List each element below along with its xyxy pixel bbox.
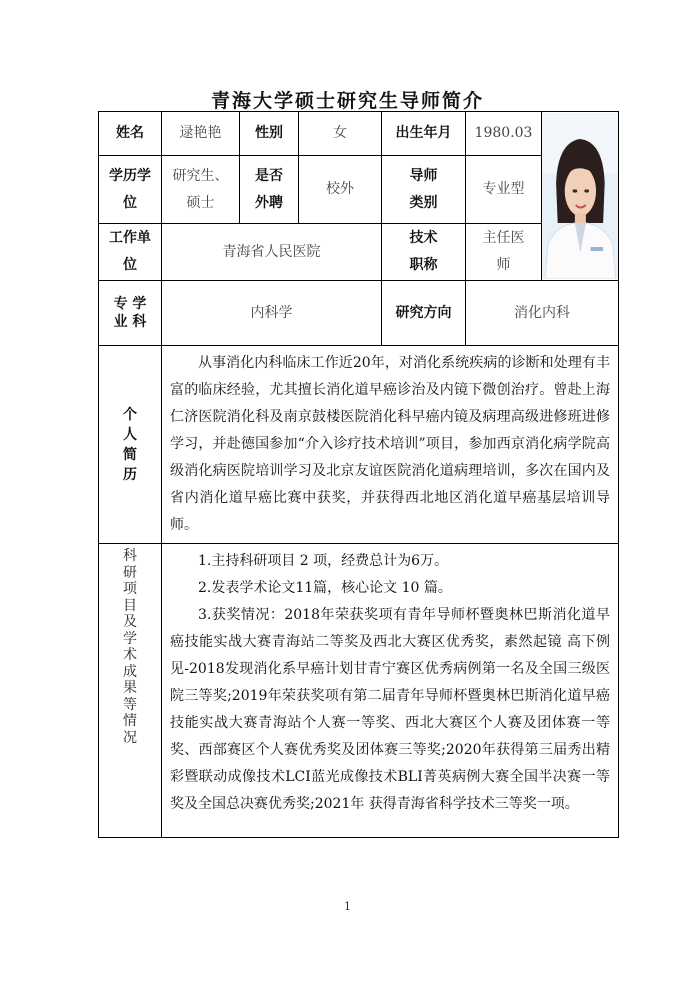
title-value-line-1: 主任医 bbox=[482, 230, 525, 246]
title-label-line-1: 技术 bbox=[409, 230, 438, 246]
research-label-char: 学 bbox=[123, 630, 137, 647]
profile-label bbox=[99, 346, 162, 544]
portrait-photo-cell bbox=[542, 112, 619, 281]
research-item-1: 1.主持科研项目 2 项，经费总计为6万。 bbox=[198, 553, 449, 569]
gender-label: 性别 bbox=[240, 112, 299, 156]
workplace-value: 青海省人民医院 bbox=[162, 224, 382, 281]
workplace-label-line-1: 工作单 bbox=[109, 230, 151, 246]
research-label-char: 况 bbox=[123, 729, 137, 746]
title-value bbox=[466, 224, 542, 281]
research-item-2: 2.发表学术论文11篇，核心论文 10 篇。 bbox=[198, 580, 452, 596]
research-label-char: 科 bbox=[123, 548, 137, 564]
profile-label-char: 简 bbox=[123, 446, 137, 463]
profile-label-char: 人 bbox=[123, 426, 137, 443]
page-title: 青海大学硕士研究生导师简介 bbox=[210, 90, 484, 112]
external-label-line-1: 是否 bbox=[255, 167, 283, 184]
supervisor-type-label-line-1: 导师 bbox=[409, 167, 438, 184]
degree-label-line-1: 学历学 bbox=[109, 167, 151, 184]
name-label: 姓名 bbox=[99, 112, 162, 156]
research-label-char: 情 bbox=[123, 713, 137, 729]
research-results-cell bbox=[162, 544, 619, 838]
birth-value: 1980.03 bbox=[466, 112, 542, 156]
title-label-line-2: 职称 bbox=[409, 257, 438, 273]
title-value-line-2: 师 bbox=[496, 257, 511, 273]
profile-table bbox=[98, 111, 619, 838]
major-value: 内科学 bbox=[162, 281, 382, 346]
portrait-photo bbox=[542, 113, 618, 279]
title-label bbox=[382, 224, 466, 281]
research-results-label bbox=[99, 544, 162, 838]
profile-text: 从事消化内科临床工作近20年，对消化系统疾病的诊断和处理有丰富的临床经验，尤其擅长消化道早癌诊治及内镜下微创治疗。曾赴上海仁济医院消化科及南京鼓楼医院消化科早癌内镜及病理高级进修班进修学习，并赴德国参加“介入诊疗技术培训”项目，参加西京消化病学院高级消化病医院培训学习及北京友谊医院消化道病理培训，多次在国内及省内消化道早癌比赛中获奖，并获得西北地区消化道早癌基层培训导师。 bbox=[170, 355, 610, 533]
research-item-3: 3.获奖情况：2018年荣获奖项有青年导师杯暨奥林巴斯消化道早癌技能实战大赛青海站二等奖及西北大赛区优秀奖，素然起镜 高下例见-2018发现消化系早癌计划甘青宁赛区优秀病例第一名及全国三级医院三等奖;2019年荣获奖项有第二届青年导师杯暨奥林巴斯消化道早癌技能实战大赛青海站个人赛一等奖、西北大赛区个人赛及团体赛一等奖、西部赛区个人赛优秀奖及团体赛三等奖;2020年获得第三届秀出精彩暨联动成像技术LCI蓝光成像技术BLI菁英病例大赛全国半决赛一等奖及全国总决赛优秀奖;2021年 获得青海省科学技术三等奖一项。 bbox=[170, 607, 610, 812]
external-label-line-2: 外聘 bbox=[255, 194, 283, 211]
major-label bbox=[99, 281, 162, 346]
research-label-char: 及 bbox=[123, 614, 137, 630]
degree-value-line-2: 硕士 bbox=[186, 194, 215, 211]
profile-label-char: 历 bbox=[123, 466, 137, 483]
external-value: 校外 bbox=[299, 156, 382, 224]
supervisor-type-value: 专业型 bbox=[466, 156, 542, 224]
research-label-char: 项 bbox=[123, 581, 137, 597]
name-value: 逯艳艳 bbox=[162, 112, 240, 156]
supervisor-type-label bbox=[382, 156, 466, 224]
research-label-char: 成 bbox=[123, 663, 137, 680]
research-label-char: 术 bbox=[123, 647, 137, 663]
birth-label: 出生年月 bbox=[382, 112, 466, 156]
research-label-char: 目 bbox=[123, 597, 137, 614]
major-label-line-1: 专 学 bbox=[113, 296, 147, 312]
research-direction-label: 研究方向 bbox=[382, 281, 466, 346]
profile-text-cell bbox=[162, 346, 619, 544]
degree-label bbox=[99, 156, 162, 224]
workplace-label-line-2: 位 bbox=[123, 257, 137, 273]
workplace-label bbox=[99, 224, 162, 281]
major-label-line-2: 业 科 bbox=[113, 314, 147, 330]
degree-value bbox=[162, 156, 240, 224]
degree-value-line-1: 研究生、 bbox=[172, 167, 229, 184]
research-label-char: 果 bbox=[123, 680, 137, 696]
degree-label-line-2: 位 bbox=[123, 194, 137, 211]
external-label bbox=[240, 156, 299, 224]
research-label-char: 等 bbox=[123, 696, 137, 713]
gender-value: 女 bbox=[299, 112, 382, 156]
research-direction-value: 消化内科 bbox=[466, 281, 619, 346]
research-label-char: 研 bbox=[123, 564, 137, 581]
page-number: 1 bbox=[344, 900, 351, 913]
profile-label-char: 个 bbox=[123, 406, 137, 423]
supervisor-type-label-line-2: 类别 bbox=[409, 194, 438, 211]
